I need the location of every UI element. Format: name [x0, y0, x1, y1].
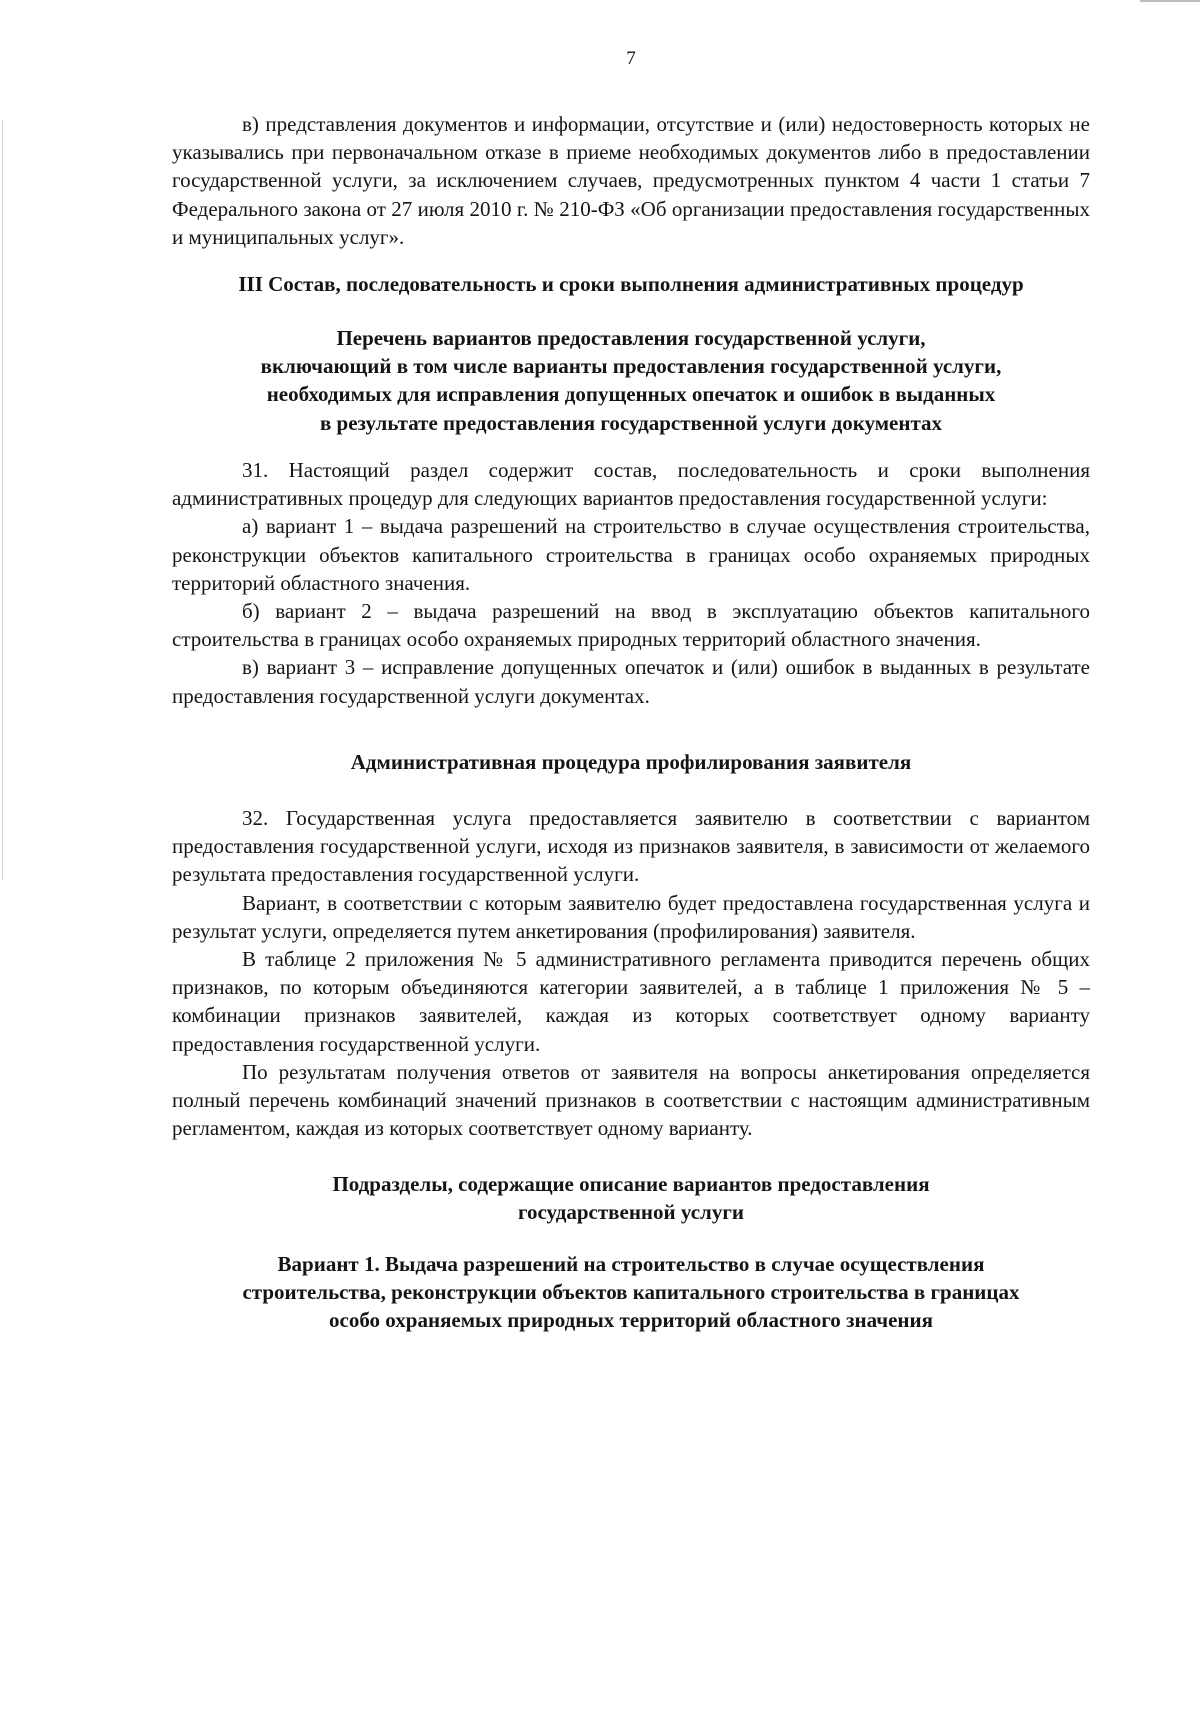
heading-line: строительства, реконструкции объектов капитального строительства в границах	[242, 1280, 1020, 1305]
section-32	[172, 804, 1090, 1142]
profiling-heading-text: Административная процедура профилирования заявителя	[350, 750, 912, 774]
variant-c-item: в) вариант 3 – исправление допущенных опечаток и (или) ошибок в выданных в результате предоставления государственной услуги документах.	[172, 655, 1090, 708]
heading-line: в результате предоставления государственной услуги документах	[319, 410, 943, 435]
profiling-heading	[172, 748, 1090, 776]
page-number: 7	[626, 48, 636, 69]
section-heading-text: III Состав, последовательность и сроки выполнения административных процедур	[238, 272, 1024, 296]
scan-edge-line	[2, 120, 3, 880]
variant-b-item: б) вариант 2 – выдача разрешений на ввод в эксплуатацию объектов капитального строительства в границах особо охраняемых природных территорий областного значения.	[172, 599, 1090, 652]
heading-line: Перечень вариантов предоставления государственной услуги,	[336, 326, 926, 350]
intro-paragraph: в) представления документов и информации, отсутствие и (или) недостоверность которых не указывались при первоначальном отказе в приеме необходимых документов либо в предоставлении государственной услуги, за исключением случаев, предусмотренных пунктом 4 части 1 статьи 7 Федерального закона от 27 июля 2010 г. № 210-ФЗ «Об организации предоставления государственных и муниципальных услуг».	[172, 112, 1090, 249]
paragraph-32: 32. Государственная услуга предоставляется заявителю в соответствии с вариантом предоставления государственной услуги, исходя из признаков заявителя, в зависимости от желаемого результата предоставления государственной услуги.	[172, 806, 1090, 887]
heading-line: необходимых для исправления допущенных опечаток и ошибок в выданных	[266, 382, 996, 407]
intro-paragraph-block	[172, 110, 1090, 251]
heading-line: особо охраняемых природных территорий областного значения	[329, 1308, 933, 1333]
section-31	[172, 456, 1090, 710]
heading-line: включающий в том числе варианты предоставления государственной услуги,	[260, 354, 1002, 379]
heading-line: Вариант 1. Выдача разрешений на строительство в случае осуществления	[277, 1252, 985, 1276]
paragraph-survey-results: По результатам получения ответов от заявителя на вопросы анкетирования определяется полный перечень комбинаций значений признаков в соответствии с настоящим административным регламентом, каждая из которых соответствует одному варианту.	[172, 1059, 1090, 1141]
heading-line: государственной услуги	[518, 1200, 744, 1225]
paragraph-31: 31. Настоящий раздел содержит состав, последовательность и сроки выполнения административных процедур для следующих вариантов предоставления государственной услуги:	[172, 458, 1090, 511]
variant-1-heading	[172, 1250, 1090, 1335]
section-heading	[172, 270, 1090, 298]
variant-a-item: а) вариант 1 – выдача разрешений на строительство в случае осуществления строительства, реконструкции объектов капитального строительства в границах особо охраняемых природных территорий областного значения.	[172, 514, 1090, 595]
scan-corner-mark	[1140, 0, 1200, 8]
paragraph-variant-selection: Вариант, в соответствии с которым заявителю будет предоставлена государственная услуга и результат услуги, определяется путем анкетирования (профилирования) заявителя.	[172, 890, 1090, 943]
heading-line: Подразделы, содержащие описание вариантов предоставления	[332, 1172, 930, 1196]
variants-list-heading	[172, 324, 1090, 437]
paragraph-table-reference: В таблице 2 приложения № 5 административного регламента приводится перечень общих признаков, по которым объединяются категории заявителей, а в таблице 1 приложения № 5 – комбинации признаков заявителей, каждая из которых соответствует одному варианту предоставления государственной услуги.	[172, 947, 1090, 1056]
subsections-heading	[172, 1170, 1090, 1226]
